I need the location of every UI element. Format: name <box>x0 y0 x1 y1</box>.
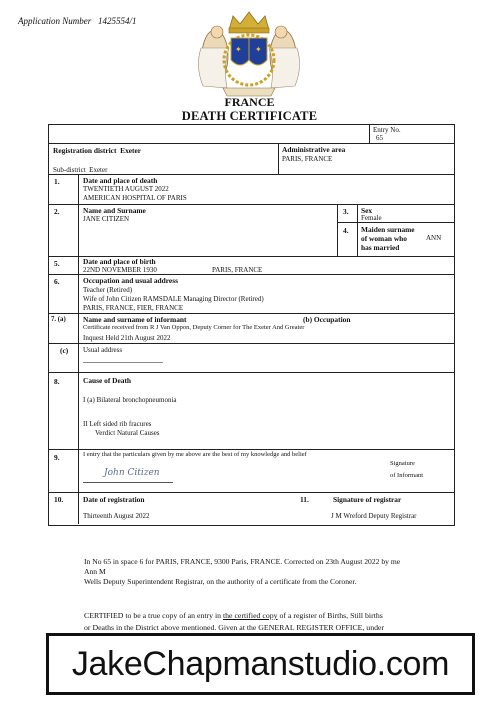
registrar-signature-label: Signature of registrar <box>333 495 402 504</box>
death-place-value: AMERICAN HOSPITAL OF PARIS <box>83 194 187 202</box>
informant-statement: I entry that the particulars given by me above are the best of my knowledge and belief <box>83 451 307 458</box>
rule <box>357 204 358 256</box>
correction-line-2: Ann M <box>84 567 106 576</box>
certified-text-b: the certified copy <box>222 611 278 620</box>
subdistrict-label: Sub-district <box>53 166 86 174</box>
informant-value: Certificate received from R J Van Oppon, Deputy Corner for The Exeter And Greater <box>83 324 305 331</box>
area-value: PARIS, FRANCE <box>282 155 333 163</box>
signature-label: Signature <box>390 460 415 467</box>
sex-value: Female <box>361 214 382 222</box>
cause-line-1a: I (a) Bilateral bronchopneumonia <box>83 396 177 404</box>
registration-date-label: Date of registration <box>83 495 145 504</box>
rule <box>337 222 454 223</box>
maiden-value: ANN <box>426 234 442 242</box>
verdict-value: Verdict Natural Causes <box>95 429 160 437</box>
correction-line-1: In No 65 in space 6 for PARIS, FRANCE, 9300 Paris, FRANCE. Corrected on 23th August 2022 by me <box>84 557 401 566</box>
application-label: Application Number <box>18 16 92 26</box>
correction-line-3: Wells Deputy Superintendent Registrar, on the authority of a certificate from the Coroner. <box>84 577 357 586</box>
field-number: 8. <box>54 377 60 386</box>
coat-of-arms-emblem <box>193 8 305 100</box>
certified-line-2: or Deaths in the District above mentioned. Given at the GENERAL REGISTER OFFICE, under <box>84 623 385 632</box>
watermark-text: JakeChapmanstudio.com <box>71 644 450 683</box>
inquest-value: Inquest Held 21th August 2022 <box>83 334 171 342</box>
rule <box>369 124 370 143</box>
cause-of-death-label: Cause of Death <box>83 376 132 385</box>
rule <box>48 313 454 314</box>
rule <box>48 143 454 144</box>
field-number: 5. <box>54 259 60 268</box>
entry-label: Entry No. <box>373 126 401 134</box>
correction-note <box>84 557 400 587</box>
cause-line-2: II Left sided rib fracures <box>83 420 152 428</box>
death-date-value: TWENTIETH AUGUST 2022 <box>83 185 169 193</box>
rule <box>48 204 454 205</box>
registration-district <box>53 146 141 155</box>
rule <box>48 343 454 344</box>
country-heading: FRANCE <box>224 95 275 109</box>
district-label: Registration district <box>53 146 117 155</box>
field-number: (c) <box>60 346 69 355</box>
rule <box>48 174 454 175</box>
field-number: 3. <box>343 207 349 216</box>
maiden-label-line2: of woman who <box>361 234 407 243</box>
rule <box>48 449 454 450</box>
watermark-banner <box>46 633 475 695</box>
field-number: 10. <box>54 495 64 504</box>
field-number: 2. <box>54 207 60 216</box>
death-date-place-label: Date and place of death <box>83 176 158 185</box>
subdistrict <box>53 166 107 175</box>
area-label: Administrative area <box>282 145 346 154</box>
rule <box>48 372 454 373</box>
rule <box>78 174 79 524</box>
birth-place-value: PARIS, FRANCE <box>212 266 263 274</box>
name-surname-value: JANE CITIZEN <box>83 215 130 223</box>
name-surname-label: Name and Surname <box>83 206 146 215</box>
birth-label: Date and place of birth <box>83 257 156 266</box>
maiden-label-line1: Maiden surname <box>361 225 415 234</box>
district-value: Exeter <box>120 146 142 155</box>
informant-signature: John Citizen <box>104 468 160 478</box>
svg-text:✦: ✦ <box>255 45 262 54</box>
certification-statement <box>84 610 384 634</box>
address-value: PARIS, FRANCE, FIER, FRANCE <box>83 304 184 312</box>
informant-label: Name and surname of informant <box>83 315 187 324</box>
address-underline <box>83 362 163 363</box>
spouse-value: Wife of John Citizen RAMSDALE Managing Director (Retired) <box>83 295 264 303</box>
field-number: 11. <box>300 495 309 504</box>
field-number: 7. (a) <box>51 316 66 323</box>
field-number: 9. <box>54 453 60 462</box>
registration-date-value: Thirteenth August 2022 <box>83 512 150 520</box>
subdistrict-value: Exeter <box>89 166 108 174</box>
registrar-value: J M Wreford Deputy Registrar <box>331 512 417 520</box>
rule <box>48 492 454 493</box>
rule <box>278 143 279 174</box>
rule <box>337 204 338 256</box>
signature-label-2: of Informant <box>390 472 424 479</box>
certified-text-a: CERTIFIED to be a true copy of an entry in <box>84 611 223 620</box>
occupation-value: Teacher (Retired) <box>83 286 133 294</box>
birth-date-value: 22ND NOVEMBER 1930 <box>83 266 157 274</box>
field-number: 1. <box>54 177 60 186</box>
signature-line <box>83 482 173 483</box>
maiden-label-line3: has married <box>361 243 400 252</box>
svg-text:✦: ✦ <box>235 45 242 54</box>
field-number: 6. <box>54 277 60 286</box>
certified-text-c: of a register of Births, Still births <box>277 611 383 620</box>
informant-occupation-label: (b) Occupation <box>303 315 351 324</box>
application-value: 1425554/1 <box>98 16 137 26</box>
field-number: 4. <box>343 226 349 235</box>
sex-label: Sex <box>361 206 373 215</box>
occupation-address-label: Occupation and usual address <box>83 276 178 285</box>
page-title: DEATH CERTIFICATE <box>181 109 318 123</box>
usual-address-label: Usual address <box>83 346 123 354</box>
entry-value: 65 <box>376 134 383 142</box>
application-number <box>18 16 137 26</box>
